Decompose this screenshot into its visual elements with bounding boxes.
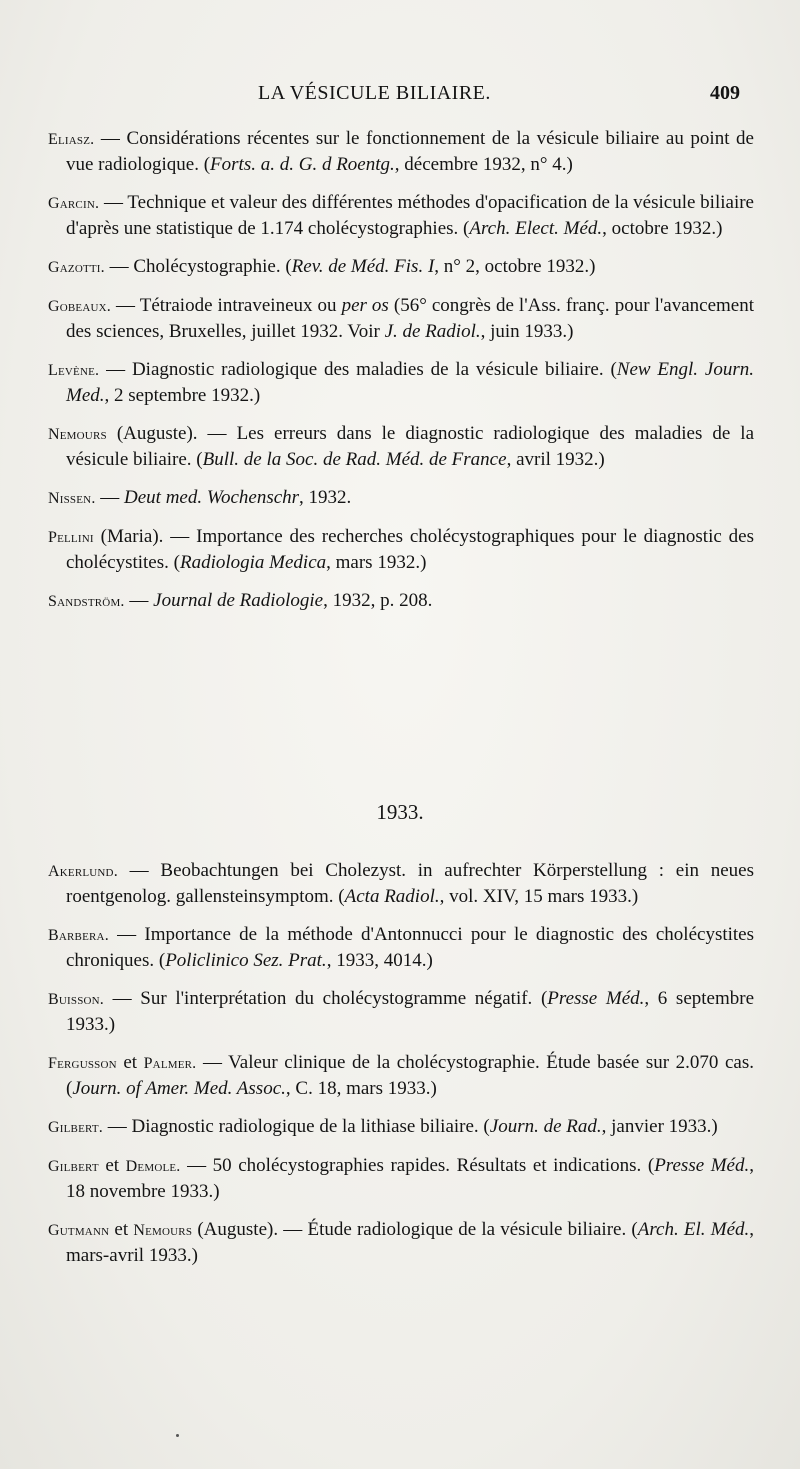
bib-entry: Pellini (Maria). — Importance des recherches cholécystographiques pour le diagnostic des cholécystites. (Radiologia Medica, mars 1932.)	[48, 526, 754, 573]
running-title: LA VÉSICULE BILIAIRE.	[258, 82, 491, 104]
bib-entry: Nemours (Auguste). — Les erreurs dans le diagnostic radiologique des maladies de la vésicule biliaire. (Bull. de la Soc. de Rad. Méd. de France, avril 1932.)	[48, 423, 754, 470]
ink-speck	[176, 1434, 179, 1437]
year-heading: 1933.	[376, 800, 424, 824]
bib-entry: Nissen. — Deut med. Wochenschr, 1932.	[48, 487, 352, 508]
bib-entry: Levène. — Diagnostic radiologique des maladies de la vésicule biliaire. (New Engl. Journ. Med., 2 septembre 1932.)	[48, 359, 754, 406]
bibliography-1932	[48, 126, 754, 627]
bib-entry: Gobeaux. — Tétraiode intraveineux ou per os (56° congrès de l'Ass. franç. pour l'avancement des sciences, Bruxelles, juillet 1932. Voir J. de Radiol., juin 1933.)	[48, 295, 754, 342]
bib-entry: Gilbert et Demole. — 50 cholécystographies rapides. Résultats et indications. (Presse Méd., 18 novembre 1933.)	[48, 1155, 754, 1202]
bib-entry: Akerlund. — Beobachtungen bei Cholezyst. in aufrechter Körperstellung : ein neues roentgenolog. gallensteinsymptom. (Acta Radiol., vol. XIV, 15 mars 1933.)	[48, 860, 754, 907]
bib-entry: Sandström. — Journal de Radiologie, 1932, p. 208.	[48, 590, 433, 611]
bib-entry: Gilbert. — Diagnostic radiologique de la lithiase biliaire. (Journ. de Rad., janvier 1933.)	[48, 1116, 718, 1137]
bib-entry: Gazotti. — Cholécystographie. (Rev. de Méd. Fis. I, n° 2, octobre 1932.)	[48, 256, 596, 277]
bib-entry: Eliasz. — Considérations récentes sur le fonctionnement de la vésicule biliaire au point de vue radiologique. (Forts. a. d. G. d Roentg., décembre 1932, n° 4.)	[48, 128, 754, 175]
bib-entry: Gutmann et Nemours (Auguste). — Étude radiologique de la vésicule biliaire. (Arch. El. Méd., mars-avril 1933.)	[48, 1219, 755, 1266]
page-header	[48, 82, 740, 116]
bib-entry: Barbera. — Importance de la méthode d'Antonnucci pour le diagnostic des cholécystites chroniques. (Policlinico Sez. Prat., 1933, 4014.)	[48, 924, 754, 971]
bib-entry: Buisson. — Sur l'interprétation du cholécystogramme négatif. (Presse Méd., 6 septembre 1933.)	[48, 988, 754, 1035]
bibliography-1933	[48, 858, 754, 1281]
page-number: 409	[710, 82, 740, 104]
bib-entry: Garcin. — Technique et valeur des différentes méthodes d'opacification de la vésicule biliaire d'après une statistique de 1.174 cholécystographies. (Arch. Elect. Méd., octobre 1932.)	[48, 192, 754, 239]
bib-entry: Fergusson et Palmer. — Valeur clinique de la cholécystographie. Étude basée sur 2.070 cas. (Journ. of Amer. Med. Assoc., C. 18, mars 1933.)	[48, 1052, 754, 1099]
